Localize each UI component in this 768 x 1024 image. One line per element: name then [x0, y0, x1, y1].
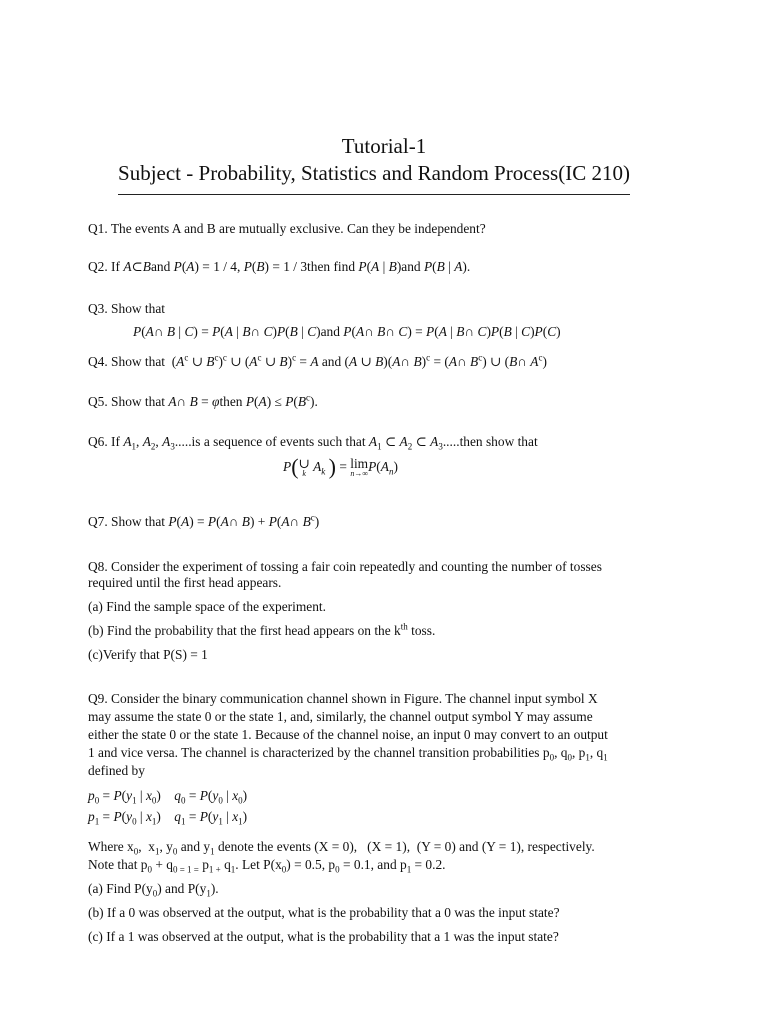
question-6: Q6. If $A_1$, $A_2$, $A_3.....is$ a sequence of events such that $A_1$ ⊂ $A_2$ ⊂ $A_3.....then$ show that — [88, 434, 538, 452]
question-1: Q1. The events A and B are mutually exclusive. Can they be independent? — [88, 221, 486, 236]
question-9-line-5: defined by — [88, 763, 145, 778]
question-6-equation: P(∪ k $A_k$ ) = lim n→∞ $P(A_n)$ — [283, 454, 398, 479]
question-9-part-a: (a) Find $P(y_0)$ and $P(y_1)$. — [88, 881, 219, 899]
question-9-part-b: (b) If a 0 was observed at the output, what is the probability that a 0 was the input state? — [88, 905, 560, 920]
question-2: Q2. If A⊂Band P(A) = 1 / 4, P(B) = 1 / 3then find P(A | B)and P(B | A). — [88, 259, 471, 274]
question-9-line-1: Q9. Consider the binary communication channel shown in Figure. The channel input symbol X — [88, 691, 598, 706]
question-9-note-text: Note that p — [88, 857, 148, 872]
question-3-equation: P(A∩ B | C) = P(A | B∩ C)P(B | C)and P(A∩ B∩ C) = P(A | B∩ C)P(B | C)P(C) — [133, 324, 561, 339]
question-7: Q7. Show that P(A) = P(A∩ B) + P(A∩ $B^c$) — [88, 512, 320, 529]
question-7-label: Q7. Show that — [88, 514, 165, 529]
question-9-part-a-text: (a) Find P(y — [88, 881, 153, 896]
question-5: Q5. Show that A∩ B = φthen $P(A) \le P(B^c)$. — [88, 392, 318, 409]
question-9-note: Note that $p_0 + q_{0 = 1 =}$ $p_{1 +}$ $q_1$. Let $P(x_0) = 0.5$, $p_0 = 0.1$, and $p_1 = 0.2$. — [88, 857, 446, 875]
question-9-eq-2: $p_1 = P(y_0$ | $x_1$) $q_1 = P(y_1$ | $x_1$) — [88, 809, 248, 827]
question-9-line-4: 1 and vice versa. The channel is characterized by the channel transition probabilities $p_0$, $q_0$, $p_1$, $q_1$ — [88, 745, 608, 763]
question-9-line-4-text: 1 and vice versa. The channel is characterized by the channel transition probabilities p — [88, 745, 550, 760]
page-title: Tutorial-1 — [341, 134, 427, 158]
question-2-label: Q2. If — [88, 259, 120, 274]
question-8-line-1: Q8. Consider the experiment of tossing a fair coin repeatedly and counting the number of tosses — [88, 559, 602, 574]
question-5-label: Q5. Show that — [88, 394, 165, 409]
question-9-line-3: either the state 0 or the state 1. Because of the channel noise, an input 0 may convert to an output — [88, 727, 608, 742]
question-8-part-b-suffix: toss. — [407, 623, 436, 638]
question-8-part-b-sup: th — [400, 621, 408, 632]
question-8-part-c: (c)Verify that P(S) = 1 — [88, 647, 208, 662]
question-8-part-a: (a) Find the sample space of the experiment. — [88, 599, 326, 614]
question-8-part-b-text: (b) Find the probability that the first head appears on the k — [88, 623, 401, 638]
question-9-part-c: (c) If a 1 was observed at the output, what is the probability that a 1 was the input state? — [88, 929, 559, 944]
question-9-eq-1: $p_0 = P(y_1$ | $x_0$) $q_0 = P(y_0$ | $x_0$) — [88, 788, 248, 806]
question-9-where-text: Where x — [88, 839, 134, 854]
question-3-label: Q3. Show that — [88, 301, 165, 316]
question-4: Q4. Show that ($A^c$ ∪ $B^c)^c$ ∪ ($A^c$ ∪ B)$^c$ = A and (A ∪ B)(A∩ B)$^c$ = (A∩ $B^c$) ∪ (B∩ $A^c$) — [88, 352, 547, 369]
question-8-line-2: required until the first head appears. — [88, 575, 282, 590]
question-9-line-2: may assume the state 0 or the state 1, and, similarly, the channel output symbol Y may assume — [88, 709, 593, 724]
page-subtitle: Subject - Probability, Statistics and Random Process(IC 210) — [118, 161, 630, 185]
question-8-part-b — [88, 622, 435, 639]
question-9-where: Where $x_0$, $x_1$, $y_0$ and $y_1$ denote the events (X = 0), (X = 1), (Y = 0) and (Y = 1), respectively. — [88, 839, 595, 857]
question-4-label: Q4. Show that — [88, 354, 165, 369]
question-6-label: Q6. If — [88, 434, 120, 449]
title-divider — [118, 194, 630, 195]
